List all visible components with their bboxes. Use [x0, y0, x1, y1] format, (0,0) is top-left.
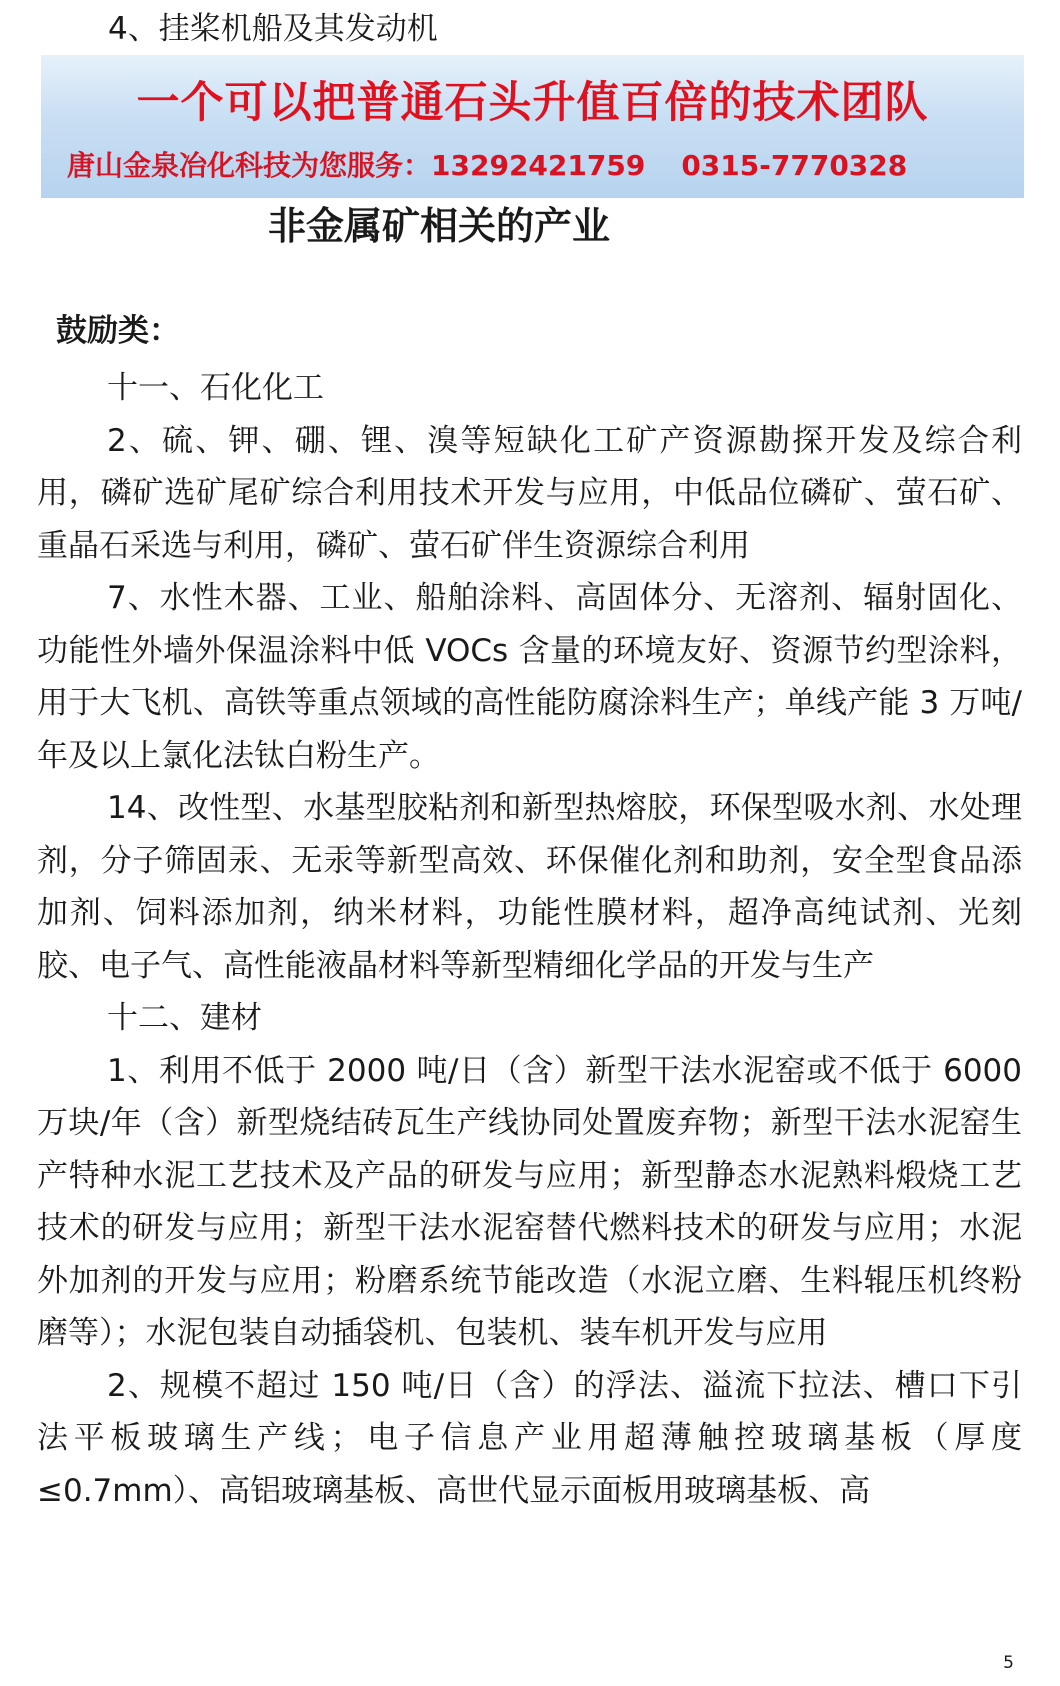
paragraph-item-14: 14、改性型、水基型胶粘剂和新型热熔胶，环保型吸水剂、水处理剂，分子筛固汞、无汞等新型高效、环保催化剂和助剂，安全型食品添加剂、饲料添加剂，纳米材料，功能性膜材料，超净高纯试剂、光刻胶、电子气、高性能液晶材料等新型精细化学品的开发与生产	[37, 790, 1022, 984]
paragraph-item-1: 1、利用不低于 2000 吨/日（含）新型干法水泥窑或不低于 6000 万块/年（含）新型烧结砖瓦生产线协同处置废弃物；新型干法水泥窑生产特种水泥工艺技术及产品的研发与应用；新型静态水泥熟料煅烧工艺技术的研发与应用；新型干法水泥窑替代燃料技术的研发与应用；水泥外加剂的开发与应用；粉磨系统节能改造（水泥立磨、生料辊压机终粉磨等）；水泥包装自动插袋机、包装机、装车机开发与应用	[37, 1052, 1022, 1351]
subheading-building-materials: 十二、建材	[107, 1000, 262, 1036]
advertisement-banner	[41, 55, 1024, 198]
banner-phone-landline: 0315-7770328	[681, 149, 908, 182]
banner-contact	[67, 146, 907, 186]
list-item-top: 4、挂桨机船及其发动机	[108, 11, 438, 47]
paragraph-item-2-glass: 2、规模不超过 150 吨/日（含）的浮法、溢流下拉法、槽口下引法平板玻璃生产线；电子信息产业用超薄触控玻璃基板（厚度≤0.7mm）、高铝玻璃基板、高世代显示面板用玻璃基板、高	[37, 1367, 1022, 1509]
paragraph-item-7: 7、水性木器、工业、船舶涂料、高固体分、无溶剂、辐射固化、功能性外墙外保温涂料中低 VOCs 含量的环境友好、资源节约型涂料，用于大飞机、高铁等重点领域的高性能防腐涂料生产；单线产能 3 万吨/年及以上氯化法钛白粉生产。	[37, 580, 1022, 774]
page-number: 5	[1003, 1653, 1014, 1673]
banner-headline: 一个可以把普通石头升值百倍的技术团队	[136, 78, 929, 128]
category-heading: 鼓励类：	[56, 313, 180, 349]
section-title: 非金属矿相关的产业	[268, 204, 611, 248]
subheading-petrochemical: 十一、石化化工	[107, 370, 324, 406]
banner-company: 唐山金泉冶化科技为您服务：	[67, 149, 432, 182]
paragraph-item-2: 2、硫、钾、硼、锂、溴等短缺化工矿产资源勘探开发及综合利用，磷矿选矿尾矿综合利用技术开发与应用，中低品位磷矿、萤石矿、重晶石采选与利用，磷矿、萤石矿伴生资源综合利用	[37, 422, 1022, 564]
body-text	[37, 362, 1022, 1517]
banner-phone-mobile: 13292421759	[431, 149, 646, 182]
